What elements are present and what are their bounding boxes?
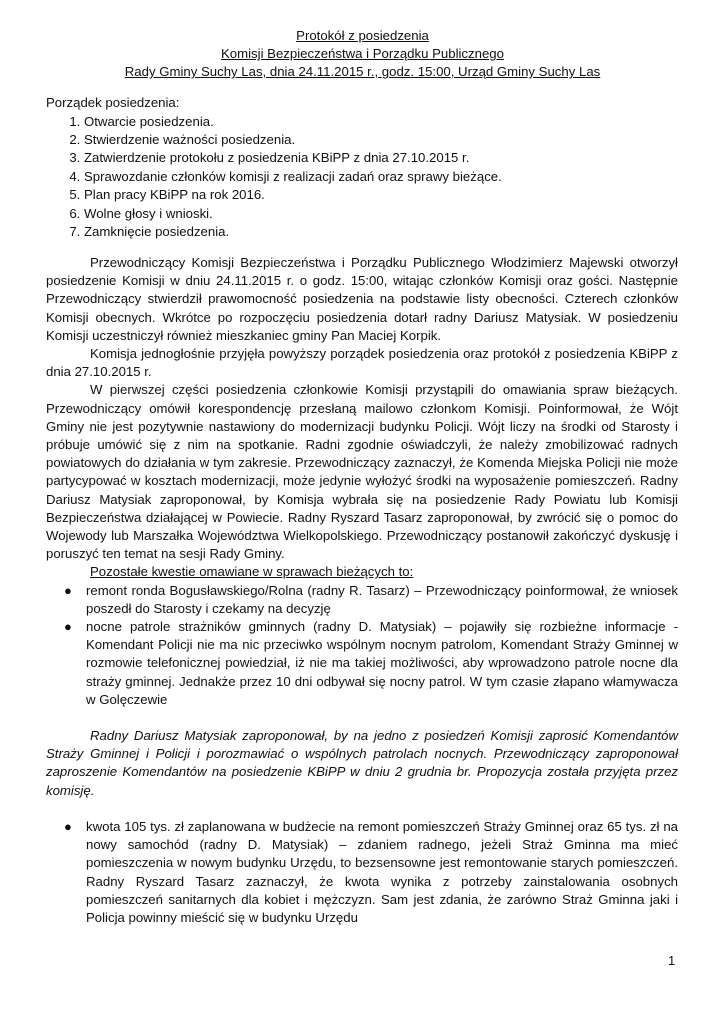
bullet-item <box>46 618 678 709</box>
agenda-item: 1. Otwarcie posiedzenia. <box>84 113 676 131</box>
document-body <box>46 254 678 927</box>
header-title: Protokół z posiedzenia <box>296 28 429 43</box>
bullet-text: remont ronda Bogusławskiego/Rolna (radny R. Tasarz) – Przewodniczący poinformował, że wniosek poszedł do Starosty i czekamy na decyzję <box>86 582 678 616</box>
paragraph-current-matters: W pierwszej części posiedzenia członkowie Komisji przystąpili do omawiania spraw bieżących. Przewodniczący omówił korespondencję przesłaną mailowo członkom Komisji. Poinformował, że Wójt Gminy nie jest pozytywnie nastawiony do modernizacji budynku Policji. Wójt liczy na środki od Starosty i próbuje umówić się z nim na spotkanie. Radni zgodnie oświadczyli, że należy zmobilizować radnych powiatowych do działania w tym zakresie. Przewodniczący zaznaczył, że Komenda Miejska Policji nie może partycypować w kosztach modernizacji, może jedynie wyłożyć środki na wyposażenie pomieszczeń. Radny Dariusz Matysiak zaproponował, by Komisja wybrała się na posiedzenie Rady Powiatu lub Komisji Bezpieczeństwa działającej w Powiecie. Radny Ryszard Tasarz zaproponował, by zwrócić się o pomoc do Wojewody lub Marszałka Województwa Wielkopolskiego. Przewodniczący postanowił zakończyć dyskusję i poruszyć ten temat na sesji Rady Gminy. <box>46 382 678 562</box>
agenda-item: 3. Zatwierdzenie protokołu z posiedzenia KBiPP z dnia 27.10.2015 r. <box>84 149 676 167</box>
page-number: 1 <box>668 953 676 968</box>
bullet-list-1 <box>46 582 678 709</box>
document-header <box>0 27 725 81</box>
paragraph-proposal: Radny Dariusz Matysiak zaproponował, by na jedno z posiedzeń Komisji zaprosić Komendantów Straży Gminnej i Policji i porozmawiać o wspólnych patrolach nocnych. Przewodniczący zaproponował zaproszenie Komendantów na posiedzenie KBiPP w dniu 2 grudnia br. Propozycja została przyjęta przez komisję. <box>46 728 678 798</box>
paragraph-agenda-approval: Komisja jednogłośnie przyjęła powyższy porządek posiedzenia oraz protokół z posiedzenia KBiPP z dnia 27.10.2015 r. <box>46 346 678 380</box>
subheading-other-matters <box>46 563 678 581</box>
bullet-icon: ● <box>64 818 72 834</box>
agenda-item: 5. Plan pracy KBiPP na rok 2016. <box>84 186 676 204</box>
bullet-list-2 <box>46 818 678 927</box>
agenda-item: 4. Sprawozdanie członków komisji z realizacji zadań oraz sprawy bieżące. <box>84 168 676 186</box>
agenda-section <box>46 94 676 241</box>
bullet-item <box>46 582 678 618</box>
agenda-title: Porządek posiedzenia: <box>46 95 180 110</box>
header-committee: Komisji Bezpieczeństwa i Porządku Publicznego <box>221 46 504 61</box>
bullet-icon: ● <box>64 619 72 635</box>
agenda-list <box>46 113 676 242</box>
agenda-item: 6. Wolne głosy i wnioski. <box>84 205 676 223</box>
subheading-text: Pozostałe kwestie omawiane w sprawach bieżących to: <box>90 564 414 580</box>
bullet-icon: ● <box>64 582 72 598</box>
bullet-item <box>46 818 678 927</box>
header-meeting-details: Rady Gminy Suchy Las, dnia 24.11.2015 r., godz. 15:00, Urząd Gminy Suchy Las <box>124 64 601 79</box>
agenda-item: 7. Zamknięcie posiedzenia. <box>84 223 676 241</box>
bullet-text: nocne patrole strażników gminnych (radny D. Matysiak) – pojawiły się rozbieżne informacje - Komendant Policji nie ma nic przeciwko wspólnym nocnym patrolom, Komendant Straży Gminnej w rozmowie telefonicznej powiedział, iż nie ma takiej możliwości, aby wprowadzono patrole nocne dla straży gminnej. Jednakże przez 10 dni odbywał się nocny patrol. W tym czasie złapano włamywacza w Golęczewie <box>86 619 678 707</box>
agenda-item: 2. Stwierdzenie ważności posiedzenia. <box>84 131 676 149</box>
paragraph-opening: Przewodniczący Komisji Bezpieczeństwa i Porządku Publicznego Włodzimierz Majewski otworzył posiedzenie Komisji w dniu 24.11.2015 r. o godz. 15:00, witając członków Komisji oraz gości. Następnie Przewodniczący stwierdził prawomocność posiedzenia na podstawie listy obecności. Czterech członków Komisji obecnych. Wkrótce po rozpoczęciu posiedzenia dotarł radny Dariusz Matysiak. W posiedzeniu Komisji uczestniczył również mieszkaniec gminy Pan Maciej Korpik. <box>46 255 678 343</box>
bullet-text: kwota 105 tys. zł zaplanowana w budżecie na remont pomieszczeń Straży Gminnej oraz 65 tys. zł na nowy samochód (radny D. Matysiak) – zdaniem radnego, jeżeli Straż Gminna ma mieć pomieszczenia w nowym budynku Urzędu, to bezsensowne jest remontowanie starych pomieszczeń. Radny Ryszard Tasarz zaznaczył, że kwota wynika z potrzeby zainstalowania osobnych pomieszczeń sanitarnych dla kobiet i mężczyzn. Sam jest zdania, że zarówno Straż Gminna jaki i Policja powinny mieścić się w budynku Urzędu <box>86 818 678 925</box>
